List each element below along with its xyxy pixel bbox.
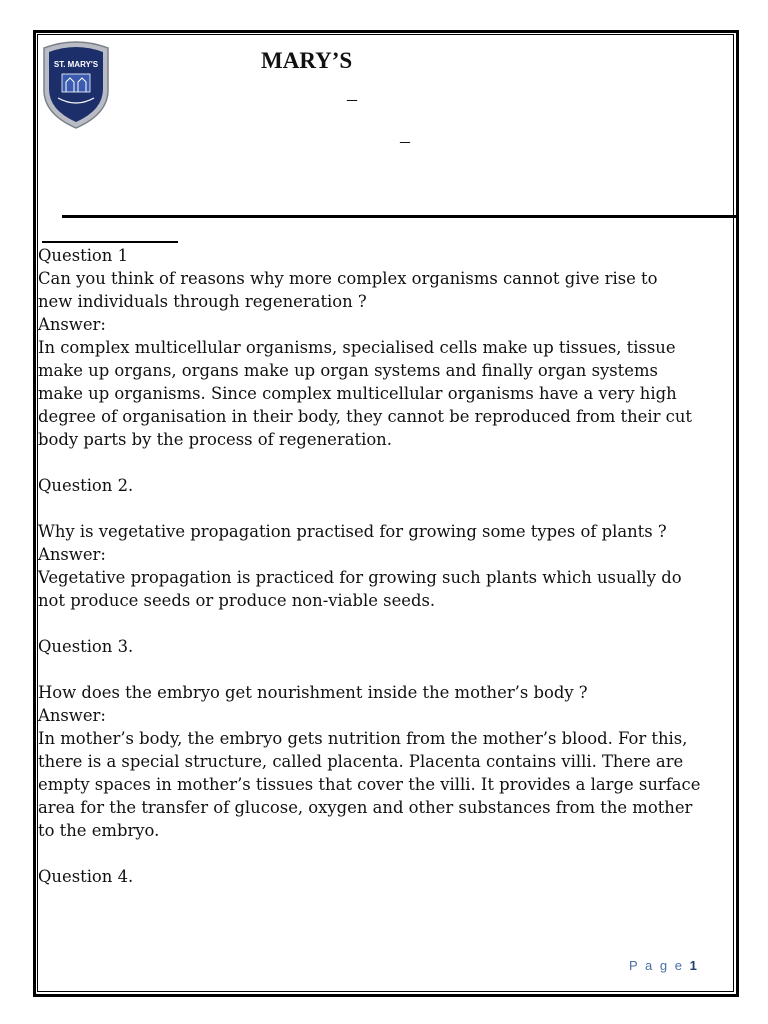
text-line: empty spaces in mother’s tissues that cover the villi. It provides a large surface: [38, 775, 701, 794]
text-line: Question 4.: [38, 867, 134, 886]
blank-line: [38, 658, 730, 681]
blank-line: [38, 612, 730, 635]
text-line: there is a special structure, called placenta. Placenta contains villi. There are: [38, 752, 684, 771]
text-line: Vegetative propagation is practiced for growing such plants which usually do: [38, 568, 682, 587]
text-line: degree of organisation in their body, they cannot be reproduced from their cut: [38, 407, 692, 426]
text-line: new individuals through regeneration ?: [38, 292, 367, 311]
text-line: How does the embryo get nourishment inside the mother’s body ?: [38, 683, 588, 702]
page-number: [629, 958, 697, 973]
text-line: area for the transfer of glucose, oxygen and other substances from the mother: [38, 798, 693, 817]
short-rule: [42, 241, 178, 243]
text-line: Question 3.: [38, 637, 134, 656]
text-line: to the embryo.: [38, 821, 160, 840]
text-line: In mother’s body, the embryo gets nutrition from the mother’s blood. For this,: [38, 729, 688, 748]
text-line: make up organs, organs make up organ systems and finally organ systems: [38, 361, 658, 380]
blank-line: [38, 497, 730, 520]
header-rule: [62, 215, 738, 218]
header-dash: –: [400, 130, 410, 152]
text-line: make up organisms. Since complex multicellular organisms have a very high: [38, 384, 677, 403]
text-line: In complex multicellular organisms, specialised cells make up tissues, tissue: [38, 338, 676, 357]
text-line: Answer:: [38, 706, 106, 725]
header-dash: –: [347, 88, 357, 110]
school-name: MARY’S: [261, 48, 353, 73]
document-body: [38, 244, 730, 888]
text-line: Question 2.: [38, 476, 134, 495]
text-line: Can you think of reasons why more complex organisms cannot give rise to: [38, 269, 658, 288]
text-line: not produce seeds or produce non-viable seeds.: [38, 591, 436, 610]
blank-line: [38, 451, 730, 474]
school-logo: [38, 38, 114, 130]
svg-text:ST. MARY'S: ST. MARY'S: [53, 60, 99, 69]
blank-line: [38, 842, 730, 865]
text-line: Answer:: [38, 545, 106, 564]
text-line: Answer:: [38, 315, 106, 334]
page-label: P a g e: [629, 958, 684, 973]
text-line: body parts by the process of regeneration.: [38, 430, 392, 449]
text-line: Question 1: [38, 246, 128, 265]
text-line: Why is vegetative propagation practised for growing some types of plants ?: [38, 522, 667, 541]
page-number-value: 1: [689, 958, 697, 973]
